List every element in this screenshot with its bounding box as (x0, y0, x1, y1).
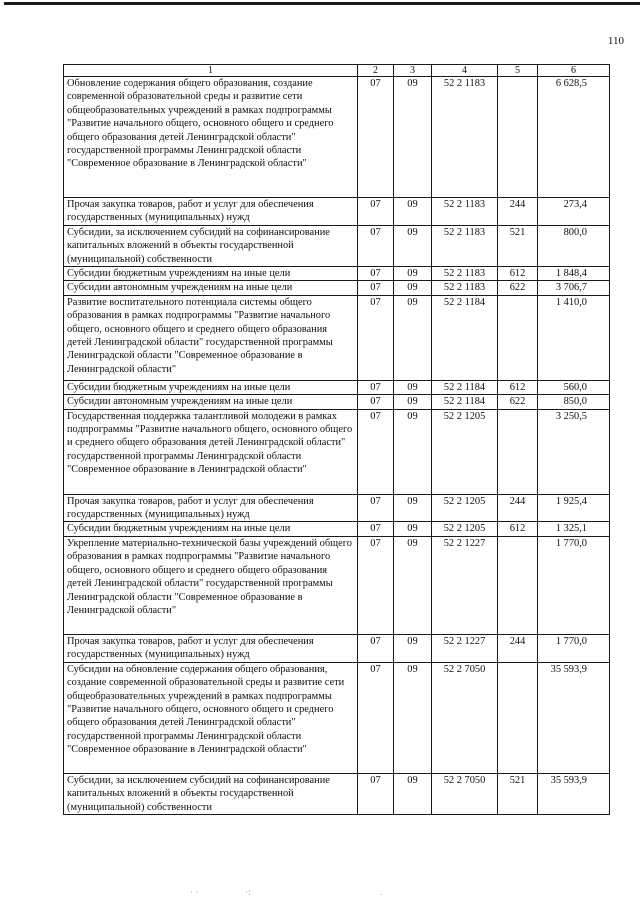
row-section-code: 07 (358, 225, 394, 266)
row-description: Прочая закупка товаров, работ и услуг для обеспечения государственных (муниципальных) нужд (64, 494, 358, 522)
table-row (64, 198, 610, 226)
row-description: Субсидии бюджетным учреждениям на иные цели (64, 267, 358, 281)
row-description: Государственная поддержка талантливой молодежи в рамках подпрограммы "Развитие начального общего, основного общего и среднего общего образования детей Ленинградской области" государственной программы Ленинградской области "Современное образование в Ленинградской области" (64, 409, 358, 494)
row-expense-type-code: 521 (498, 773, 538, 814)
header-col-5: 5 (498, 65, 538, 77)
row-expense-type-code (498, 295, 538, 380)
table-row (64, 522, 610, 536)
table-row (64, 634, 610, 662)
row-subsection-code: 09 (394, 395, 432, 409)
table-row (64, 225, 610, 266)
row-amount: 1 925,4 (538, 494, 610, 522)
table-row (64, 395, 610, 409)
row-target-article-code: 52 2 1184 (432, 395, 498, 409)
row-description: Прочая закупка товаров, работ и услуг для обеспечения государственных (муниципальных) нужд (64, 634, 358, 662)
row-expense-type-code: 244 (498, 494, 538, 522)
row-subsection-code: 09 (394, 295, 432, 380)
row-description: Прочая закупка товаров, работ и услуг для обеспечения государственных (муниципальных) нужд (64, 198, 358, 226)
row-amount: 1 848,4 (538, 267, 610, 281)
scan-speck: . (380, 887, 383, 897)
row-section-code: 07 (358, 409, 394, 494)
row-amount: 35 593,9 (538, 773, 610, 814)
row-subsection-code: 09 (394, 522, 432, 536)
table-row (64, 380, 610, 394)
row-subsection-code: 09 (394, 77, 432, 198)
row-amount: 3 706,7 (538, 281, 610, 295)
row-expense-type-code (498, 662, 538, 773)
row-amount: 1 770,0 (538, 536, 610, 634)
header-col-1: 1 (64, 65, 358, 77)
row-expense-type-code: 612 (498, 267, 538, 281)
row-amount: 3 250,5 (538, 409, 610, 494)
row-description: Субсидии автономным учреждениям на иные цели (64, 281, 358, 295)
row-target-article-code: 52 2 1184 (432, 295, 498, 380)
row-section-code: 07 (358, 395, 394, 409)
row-section-code: 07 (358, 77, 394, 198)
row-expense-type-code: 612 (498, 380, 538, 394)
page-number: 110 (607, 35, 624, 47)
top-border-rule (4, 2, 640, 5)
row-expense-type-code (498, 77, 538, 198)
row-description: Субсидии, за исключением субсидий на софинансирование капитальных вложений в объекты государственной (муниципальной) собственности (64, 773, 358, 814)
scan-speck: · · (190, 887, 199, 897)
row-subsection-code: 09 (394, 409, 432, 494)
row-expense-type-code (498, 409, 538, 494)
table-row (64, 536, 610, 634)
row-amount: 35 593,9 (538, 662, 610, 773)
table-row (64, 77, 610, 198)
row-expense-type-code: 612 (498, 522, 538, 536)
table-row (64, 409, 610, 494)
row-description: Субсидии, за исключением субсидий на софинансирование капитальных вложений в объекты государственной (муниципальной) собственности (64, 225, 358, 266)
row-subsection-code: 09 (394, 494, 432, 522)
row-section-code: 07 (358, 295, 394, 380)
header-row (64, 65, 610, 77)
row-subsection-code: 09 (394, 536, 432, 634)
table-row (64, 773, 610, 814)
table-row (64, 662, 610, 773)
row-subsection-code: 09 (394, 662, 432, 773)
row-description: Укрепление материально-технической базы учреждений общего образования в рамках подпрограммы "Развитие начального общего, основного общего и среднего общего образования детей Ленинградской области" государственной программы Ленинградской области "Современное образование в Ленинградской области" (64, 536, 358, 634)
row-target-article-code: 52 2 1227 (432, 536, 498, 634)
row-target-article-code: 52 2 1183 (432, 267, 498, 281)
row-description: Обновление содержания общего образования, создание современной образовательной среды и развитие сети общеобразовательных учреждений в рамках подпрограммы "Развитие начального общего, основного общего и среднего общего образования детей Ленинградской области" государственной программы Ленинградской области "Современное образование в Ленинградской области" (64, 77, 358, 198)
row-target-article-code: 52 2 1183 (432, 198, 498, 226)
row-subsection-code: 09 (394, 281, 432, 295)
row-expense-type-code: 521 (498, 225, 538, 266)
row-target-article-code: 52 2 1183 (432, 225, 498, 266)
row-amount: 800,0 (538, 225, 610, 266)
budget-table (63, 64, 610, 815)
table-row (64, 494, 610, 522)
row-section-code: 07 (358, 380, 394, 394)
row-amount: 6 628,5 (538, 77, 610, 198)
row-description: Развитие воспитательного потенциала системы общего образования в рамках подпрограммы "Развитие начального общего, основного общего и среднего общего образования детей Ленинградской области" государственной программы Ленинградской области "Современное образование в Ленинградской области" (64, 295, 358, 380)
row-section-code: 07 (358, 198, 394, 226)
row-section-code: 07 (358, 634, 394, 662)
table-row (64, 295, 610, 380)
row-target-article-code: 52 2 1227 (432, 634, 498, 662)
row-section-code: 07 (358, 267, 394, 281)
row-amount: 273,4 (538, 198, 610, 226)
row-subsection-code: 09 (394, 634, 432, 662)
row-description: Субсидии автономным учреждениям на иные цели (64, 395, 358, 409)
row-amount: 560,0 (538, 380, 610, 394)
row-target-article-code: 52 2 1205 (432, 494, 498, 522)
row-target-article-code: 52 2 1183 (432, 281, 498, 295)
row-subsection-code: 09 (394, 198, 432, 226)
row-section-code: 07 (358, 536, 394, 634)
header-col-3: 3 (394, 65, 432, 77)
header-col-2: 2 (358, 65, 394, 77)
header-col-4: 4 (432, 65, 498, 77)
row-subsection-code: 09 (394, 773, 432, 814)
row-target-article-code: 52 2 1184 (432, 380, 498, 394)
scan-speck: ·: (245, 887, 251, 897)
row-expense-type-code: 244 (498, 198, 538, 226)
row-subsection-code: 09 (394, 380, 432, 394)
row-expense-type-code: 622 (498, 395, 538, 409)
row-section-code: 07 (358, 522, 394, 536)
row-expense-type-code: 622 (498, 281, 538, 295)
row-amount: 850,0 (538, 395, 610, 409)
row-target-article-code: 52 2 1183 (432, 77, 498, 198)
row-amount: 1 325,1 (538, 522, 610, 536)
row-target-article-code: 52 2 1205 (432, 409, 498, 494)
row-description: Субсидии бюджетным учреждениям на иные цели (64, 522, 358, 536)
table-row (64, 281, 610, 295)
row-amount: 1 410,0 (538, 295, 610, 380)
row-amount: 1 770,0 (538, 634, 610, 662)
row-section-code: 07 (358, 773, 394, 814)
row-expense-type-code (498, 536, 538, 634)
row-expense-type-code: 244 (498, 634, 538, 662)
row-target-article-code: 52 2 7050 (432, 773, 498, 814)
row-section-code: 07 (358, 494, 394, 522)
header-col-6: 6 (538, 65, 610, 77)
row-description: Субсидии на обновление содержания общего образования, создание современной образовательной среды и развитие сети общеобразовательных учреждений в рамках подпрограммы "Развитие начального общего, основного общего и среднего общего образования детей Ленинградской области" государственной программы Ленинградской области "Современное образование в Ленинградской области" (64, 662, 358, 773)
row-subsection-code: 09 (394, 267, 432, 281)
row-section-code: 07 (358, 662, 394, 773)
row-section-code: 07 (358, 281, 394, 295)
row-target-article-code: 52 2 1205 (432, 522, 498, 536)
table-row (64, 267, 610, 281)
row-description: Субсидии бюджетным учреждениям на иные цели (64, 380, 358, 394)
row-subsection-code: 09 (394, 225, 432, 266)
row-target-article-code: 52 2 7050 (432, 662, 498, 773)
